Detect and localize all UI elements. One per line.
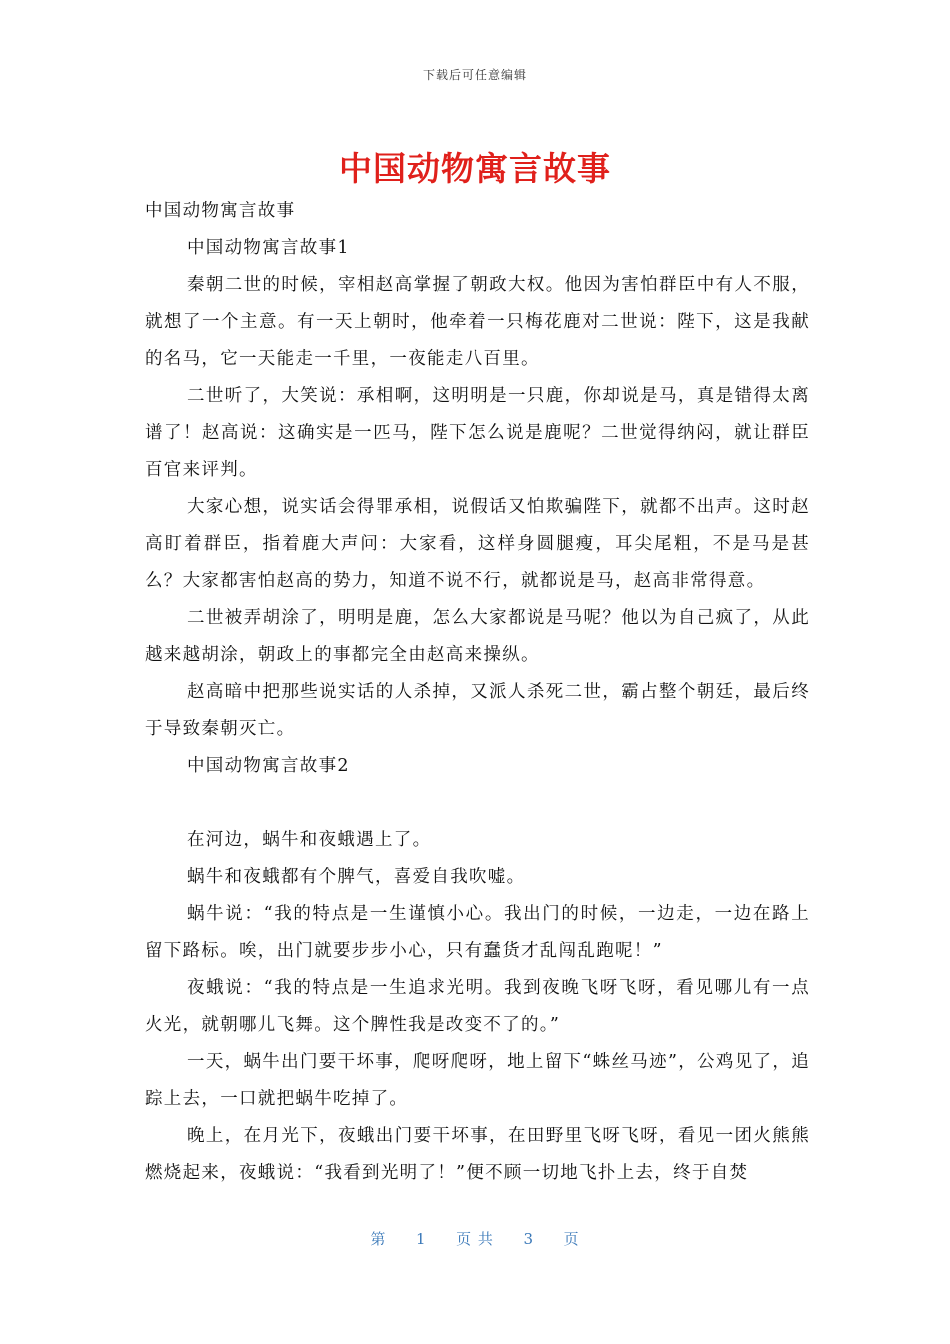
document-subtitle: 中国动物寓言故事 (145, 201, 296, 221)
paragraph: 夜蛾说：“我的特点是一生追求光明。我到夜晚飞呀飞呀，看见哪儿有一点火光，就朝哪儿飞舞。这个脾性我是改变不了的。” (145, 978, 810, 1035)
footer-prefix: 第 (370, 1230, 387, 1248)
paragraph: 二世听了，大笑说：承相啊，这明明是一只鹿，你却说是马，真是错得太离谱了！赵高说：这确实是一匹马，陛下怎么说是鹿呢？二世觉得纳闷，就让群臣百官来评判。 (145, 386, 810, 480)
footer-page-number: 1 (416, 1230, 427, 1248)
footer-suffix: 页 (563, 1230, 580, 1248)
paragraph: 在河边，蜗牛和夜蛾遇上了。 (187, 830, 432, 850)
paragraph: 大家心想，说实话会得罪承相，说假话又怕欺骗陛下，就都不出声。这时赵高盯着群臣，指着鹿大声问：大家看，这样身圆腿瘦，耳尖尾粗，不是马是甚么？大家都害怕赵高的势力，知道不说不行，就都说是马，赵高非常得意。 (145, 497, 810, 591)
paragraph: 秦朝二世的时候，宰相赵高掌握了朝政大权。他因为害怕群臣中有人不服，就想了一个主意。有一天上朝时，他牵着一只梅花鹿对二世说：陛下，这是我献的名马，它一天能走一千里，一夜能走八百里。 (145, 275, 810, 369)
blank-line (145, 785, 810, 822)
paragraph: 晚上，在月光下，夜蛾出门要干坏事，在田野里飞呀飞呀，看见一团火熊熊燃烧起来，夜蛾说：“我看到光明了！”便不顾一切地飞扑上去，终于自焚 (145, 1126, 810, 1183)
footer-total-pages: 3 (523, 1230, 534, 1248)
paragraph: 二世被弄胡涂了，明明是鹿，怎么大家都说是马呢？他以为自己疯了，从此越来越胡涂，朝政上的事都完全由赵高来操纵。 (145, 608, 810, 665)
story-heading-1: 中国动物寓言故事1 (187, 238, 350, 258)
paragraph: 蜗牛和夜蛾都有个脾气，喜爱自我吹嘘。 (187, 867, 526, 887)
paragraph: 蜗牛说：“我的特点是一生谨慎小心。我出门的时候，一边走，一边在路上留下路标。唉，出门就要步步小心，只有蠢货才乱闯乱跑呢！” (145, 904, 810, 961)
header-note: 下载后可任意编辑 (422, 68, 527, 82)
document-body (145, 193, 810, 1192)
paragraph: 一天，蜗牛出门要干坏事，爬呀爬呀，地上留下“蛛丝马迹”，公鸡见了，追踪上去，一口就把蜗牛吃掉了。 (145, 1052, 810, 1109)
story-heading-2: 中国动物寓言故事2 (187, 756, 350, 776)
document-title: 中国动物寓言故事 (339, 149, 611, 188)
paragraph: 赵高暗中把那些说实话的人杀掉，又派人杀死二世，霸占整个朝廷，最后终于导致秦朝灭亡。 (145, 682, 810, 739)
footer-middle: 页 共 (456, 1230, 494, 1248)
page-footer (0, 1228, 950, 1249)
